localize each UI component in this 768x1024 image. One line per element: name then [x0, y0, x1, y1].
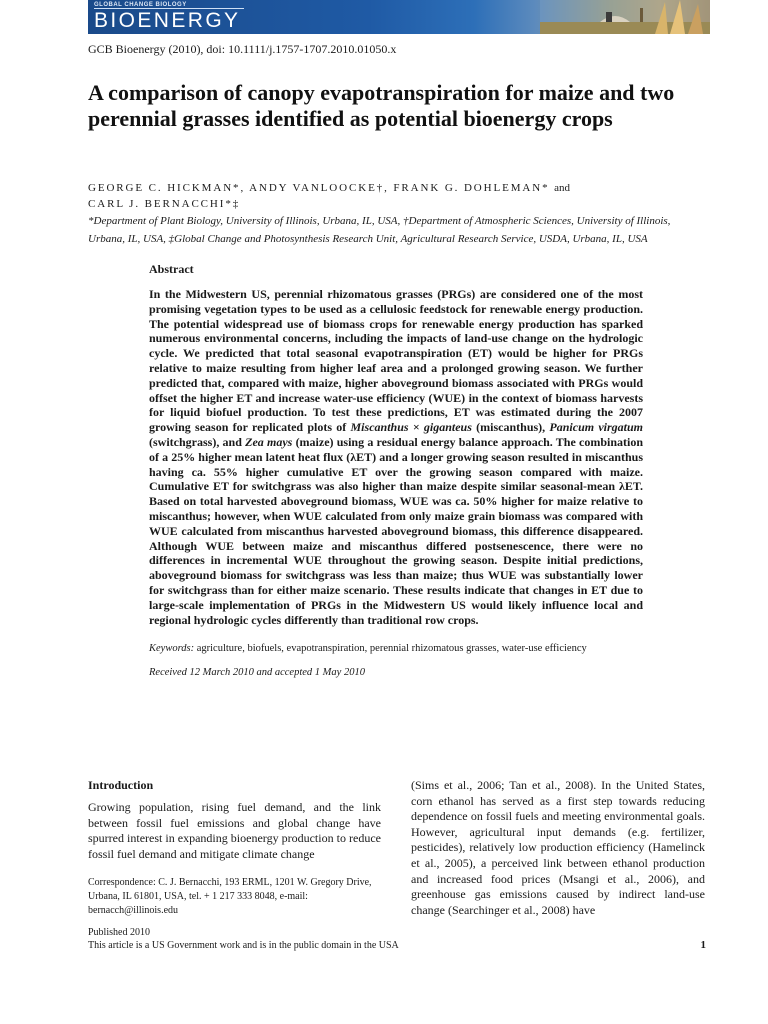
received-date: Received 12 March 2010 and accepted 1 May 2010 — [149, 667, 365, 679]
right-column — [411, 778, 705, 918]
introduction-left-text: Growing population, rising fuel demand, and the link between fossil fuel emissions and global change have spurred interest in expanding bioenergy production to reduce fossil fuel demand and mitigate climate change — [88, 800, 381, 861]
keywords-list: agriculture, biofuels, evapotranspiration, perennial rhizomatous grasses, water-use efficiency — [194, 643, 587, 655]
abstract-part-1: In the Midwestern US, perennial rhizomatous grasses (PRGs) are considered one of the most promising vegetation types to be used as a cellulosic feedstock for renewable energy production. The potential widespread use of biomass crops for renewable energy production has sparked numerous environmental concerns, including the impacts of land-use change on the hydrologic cycle. We predicted that total seasonal evapotranspiration (ET) would be higher for PRGs relative to maize resulting from higher leaf area and a prolonged growing season. We further predicted that, compared with maize, higher aboveground biomass associated with PRGs would offset the higher ET and increase water-use efficiency (WUE) in the context of biomass harvests for liquid biofuel production. To test these predictions, ET was estimated during the 2007 growing season for replicated plots of — [149, 287, 643, 435]
published-year: Published 2010 — [88, 927, 150, 938]
keywords — [149, 641, 643, 656]
affiliations: *Department of Plant Biology, University of Illinois, Urbana, IL, USA, †Department of Atmospheric Sciences, University of Illinois, Urbana, IL, USA, ‡Global Change and Photosynthesis Research Unit, Agricultural Research Service, USDA, Urbana, IL, USA — [88, 215, 671, 245]
correspondence-note: Correspondence: C. J. Bernacchi, 193 ERML, 1201 W. Gregory Drive, Urbana, IL 61801, USA, tel. + 1 217 333 8048, e-mail: bernacch@illinois.edu — [88, 877, 372, 917]
abstract-part-2: (miscanthus), — [471, 420, 550, 435]
abstract-heading: Abstract — [149, 262, 194, 276]
page-number: 1 — [700, 939, 706, 951]
left-column — [88, 778, 381, 918]
abstract-text — [149, 287, 643, 627]
page-footer — [88, 926, 706, 952]
abstract-part-4: (maize) using a residual energy balance approach. The combination of a 25% higher mean latent heat flux (λET) and a longer growing season resulted in miscanthus having ca. 55% higher cumulative ET over the growing season compared with maize. Cumulative ET for switchgrass was also higher than maize despite similar seasonal-mean λET. Based on total harvested aboveground biomass, WUE was ca. 50% higher for maize relative to miscanthus; however, when WUE calculated from only maize grain biomass was compared with WUE calculated from miscanthus harvested aboveground biomass, this difference disappeared. Although WUE between maize and miscanthus differed postsenescence, there were no differences in incremental WUE throughout the growing season. Despite initial predictions, aboveground biomass for switchgrass was less than maize; thus WUE was substantially lower for switchgrass than for either maize scenario. These results indicate that changes in ET due to large-scale implementation of PRGs in the Midwestern US would likely influence local and regional hydrologic cycles differently than traditional row crops. — [149, 434, 644, 627]
author-and: and — [554, 182, 571, 194]
abstract-section — [149, 262, 643, 680]
article-title: A comparison of canopy evapotranspiration for maize and two perennial grasses identified as potential bioenergy crops — [88, 80, 675, 131]
species-panicum: Panicum virgatum — [549, 420, 644, 435]
author-last: CARL J. BERNACCHI*‡ — [88, 198, 241, 210]
journal-series-label: GLOBAL CHANGE BIOLOGY — [94, 2, 187, 8]
journal-logo: BIOENERGY — [94, 9, 241, 32]
species-zea: Zea mays — [245, 434, 293, 449]
keywords-label: Keywords: — [149, 643, 195, 655]
doi-line: GCB Bioenergy (2010), doi: 10.1111/j.1757-1707.2010.01050.x — [88, 42, 397, 56]
author-list — [88, 180, 708, 212]
author-names: GEORGE C. HICKMAN*, ANDY VANLOOCKE†, FRANK G. DOHLEMAN* — [88, 182, 550, 194]
introduction-right-text: (Sims et al., 2006; Tan et al., 2008). In the United States, corn ethanol has served as a first step towards reducing dependence on fossil fuels and meeting environmental goals. However, agricultural input demands (e.g. fertilizer, pesticides), relatively low production efficiency (Hamelinck et al., 2005), a perceived link between ethanol production and increased food prices (Msangi et al., 2006), and greenhouse gas emissions caused by indirect land-use change (Searchinger et al., 2008) have — [411, 778, 705, 917]
journal-banner — [88, 0, 710, 34]
species-miscanthus: Miscanthus × giganteus — [350, 420, 472, 435]
copyright-notice: This article is a US Government work and is in the public domain in the USA — [88, 940, 399, 951]
introduction-heading: Introduction — [88, 778, 154, 792]
banner-scene-image — [540, 0, 710, 34]
abstract-part-3: (switchgrass), and — [149, 434, 246, 449]
